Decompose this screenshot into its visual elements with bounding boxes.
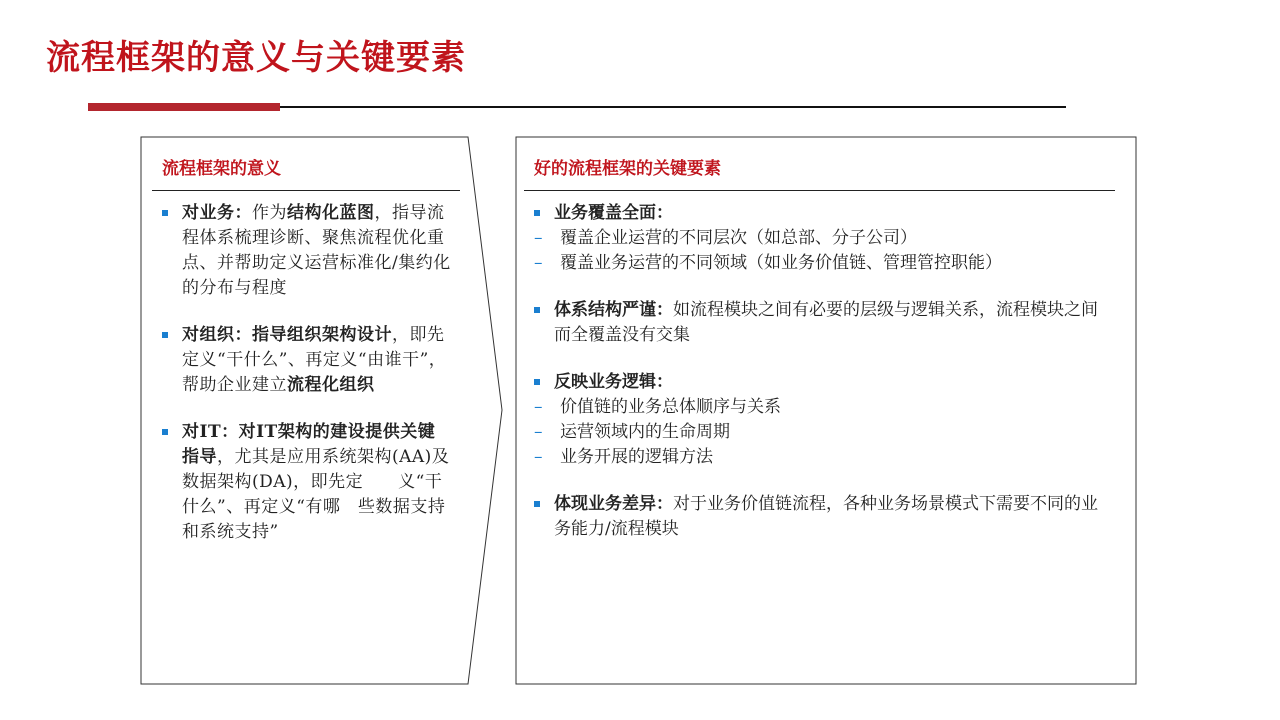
page-title: 流程框架的意义与关键要素: [46, 38, 466, 78]
sub-item: [534, 395, 1104, 420]
sub-item: [534, 251, 1104, 276]
bullet-icon: [162, 332, 168, 338]
item-text: 如流程模块之间有必要的层级与逻辑关系，流程模块之间而全覆盖没有交集: [554, 300, 1098, 345]
left-panel-rule: [152, 190, 460, 191]
sub-item-text: 价值链的业务总体顺序与关系: [560, 397, 781, 417]
left-item-list: [162, 201, 452, 567]
list-item: [534, 370, 1104, 470]
dash-icon: –: [534, 253, 543, 273]
item-text: ，即先定义“干什么”、再定义“由谁干”，帮助企业建立: [182, 325, 447, 395]
item-text: ，尤其是应用系统架构(AA)及数据架构(DA)，即先定 义“干什么”、再定义“有哪 些数据支持和系统支持”: [182, 447, 450, 542]
sub-item: [534, 226, 1104, 251]
sub-item-text: 运营领域内的生命周期: [560, 422, 730, 442]
right-panel-rule: [524, 190, 1115, 191]
item-label: 反映业务逻辑：: [554, 372, 673, 392]
list-item: [162, 420, 452, 545]
sub-item-text: 业务开展的逻辑方法: [560, 447, 713, 467]
dash-icon: –: [534, 422, 543, 442]
right-item-list: [534, 201, 1104, 564]
bullet-icon: [162, 429, 168, 435]
item-label: 业务覆盖全面：: [554, 203, 673, 223]
bullet-icon: [534, 501, 540, 507]
bullet-icon: [534, 307, 540, 313]
dash-icon: –: [534, 228, 543, 248]
left-panel-heading: 流程框架的意义: [162, 159, 281, 179]
item-text: 对于业务价值链流程，各种业务场景模式下需要不同的业务能力/流程模块: [554, 494, 1098, 539]
item-emphasis: 指导组织架构设计: [252, 325, 392, 345]
bullet-icon: [534, 379, 540, 385]
item-label: 对IT：: [182, 422, 239, 442]
dash-icon: –: [534, 447, 543, 467]
item-label: 对业务：: [182, 203, 252, 223]
item-label: 对组织：: [182, 325, 252, 345]
item-text: 作为: [252, 203, 287, 223]
sub-item-text: 覆盖业务运营的不同领域（如业务价值链、管理管控职能）: [560, 253, 1002, 273]
list-item: [534, 298, 1104, 348]
right-panel-heading: 好的流程框架的关键要素: [534, 159, 721, 179]
dash-icon: –: [534, 397, 543, 417]
bullet-icon: [534, 210, 540, 216]
list-item: [162, 323, 452, 398]
item-emphasis: 对IT架构的建设提供关键指导: [182, 422, 436, 467]
sub-item-text: 覆盖企业运营的不同层次（如总部、分子公司）: [560, 228, 917, 248]
item-emphasis: 流程化组织: [287, 375, 375, 395]
item-label: 体现业务差异：: [554, 494, 673, 514]
list-item: [162, 201, 452, 301]
sub-item: [534, 420, 1104, 445]
list-item: [534, 492, 1104, 542]
item-emphasis: 结构化蓝图: [287, 203, 375, 223]
list-item: [534, 201, 1104, 276]
item-text: ，指导流程体系梳理诊断、聚焦流程优化重点、并帮助定义运营标准化/集约化的分布与程度: [182, 203, 451, 298]
bullet-icon: [162, 210, 168, 216]
sub-item: [534, 445, 1104, 470]
item-label: 体系结构严谨：: [554, 300, 673, 320]
